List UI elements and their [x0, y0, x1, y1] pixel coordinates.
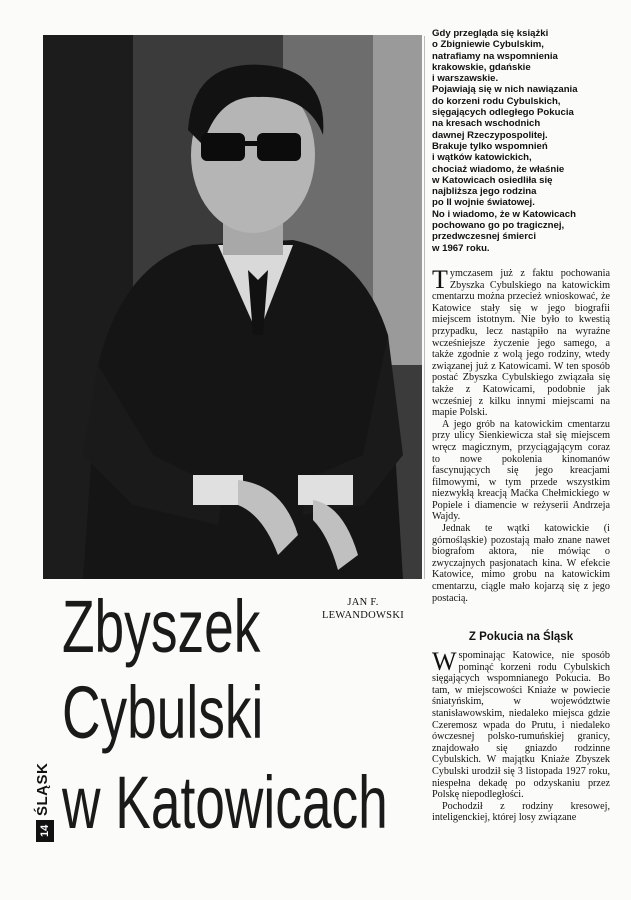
page-number: 14	[36, 820, 54, 842]
article-body-part1	[432, 265, 610, 604]
paragraph: Wspominając Katowice, nie sposób pominąć korzeni rodu Cybulskich sięgających wspomnianego Pokucia. Bo tam, w miejscowości Kniaże w powiecie śniatyńskim, w województwie stanisławowskim, niedaleko miejsca gdzie Czeremosz wpada do Prutu, i niedaleko ówczesnej polsko-rumuńskiej granicy, znajdowało się gniazdo rodzinne Cybulskich. W majątku Kniaże Zbyszek Cybulski urodził się 3 listopada 1927 roku, niespełna dekadę po odzyskaniu przez Polskę niepodległości.	[432, 647, 610, 801]
paragraph: A jego grób na katowickim cmentarzu przy ulicy Sienkiewicza stał się miejscem wręcz magicznym, przyciągającym coraz to nowe pokolenia kinomanów fascynujących się jego kreacjami filmowymi, w tym przede wszystkim niezwykłą kreacją Maćka Chełmickiego w Popiele i diamencie w reżyserii Andrzeja Wajdy.	[432, 418, 610, 523]
headline-line-2: Cybulski	[62, 671, 264, 754]
paragraph: Tymczasem już z faktu pochowania Zbyszka Cybulskiego na katowickim cmentarzu można przecież wnioskować, że Katowice stały się w jego biografii miejscem istotnym. Nie było to kwestią przypadku, lecz nastąpiło na wyraźne wcześniejsze życzenie jego samego, a także zgodnie z wolą jego rodziny, wtedy związanej już z Katowicami. W ten sposób postać Zbyszka Cybulskiego związała się także z Katowicami, podobnie jak wcześniej z kilku innymi miejscami na mapie Polski.	[432, 265, 610, 419]
magazine-folio	[34, 762, 56, 842]
magazine-name: ŚLĄSK	[34, 762, 51, 816]
section-subheading: Z Pokucia na Śląsk	[468, 631, 574, 643]
paragraph: Jednak te wątki katowickie (i górnośląskie) pozostają mało znane nawet biografom aktora, nie mówiąc o zwyczajnych pasjonatach kina. W efekcie Katowice, mimo grobu na katowickim cmentarzu, ciągle mało kojarzą się z jego postacią.	[432, 523, 610, 604]
portrait-photo-image	[43, 35, 422, 579]
article-body-part2	[432, 647, 610, 824]
paragraph: Pochodził z rodziny kresowej, inteligenckiej, której losy związane	[432, 800, 610, 824]
portrait-photo	[43, 35, 422, 579]
author-byline: JAN F. LEWANDOWSKI	[321, 597, 405, 621]
column-divider	[424, 36, 425, 579]
headline-line-3: w Katowicach	[62, 761, 388, 844]
headline-line-1: Zbyszek	[62, 585, 261, 668]
article-lead: Gdy przegląda się książki o Zbigniewie Cybulskim, natrafiamy na wspomnienia krakowskie, gdańskie i warszawskie. Pojawiają się w nich nawiązania do korzeni rodu Cybulskich, sięgających odległego Pokucia na kresach wschodnich dawnej Rzeczypospolitej. Brakuje tylko wspomnień i wątków katowickich, chociaż wiadomo, że właśnie w Katowicach osiedliła się najbliższa jego rodzina po II wojnie światowej. No i wiadomo, że w Katowicach pochowano go po tragicznej, przedwczesnej śmierci w 1967 roku.	[432, 28, 578, 254]
